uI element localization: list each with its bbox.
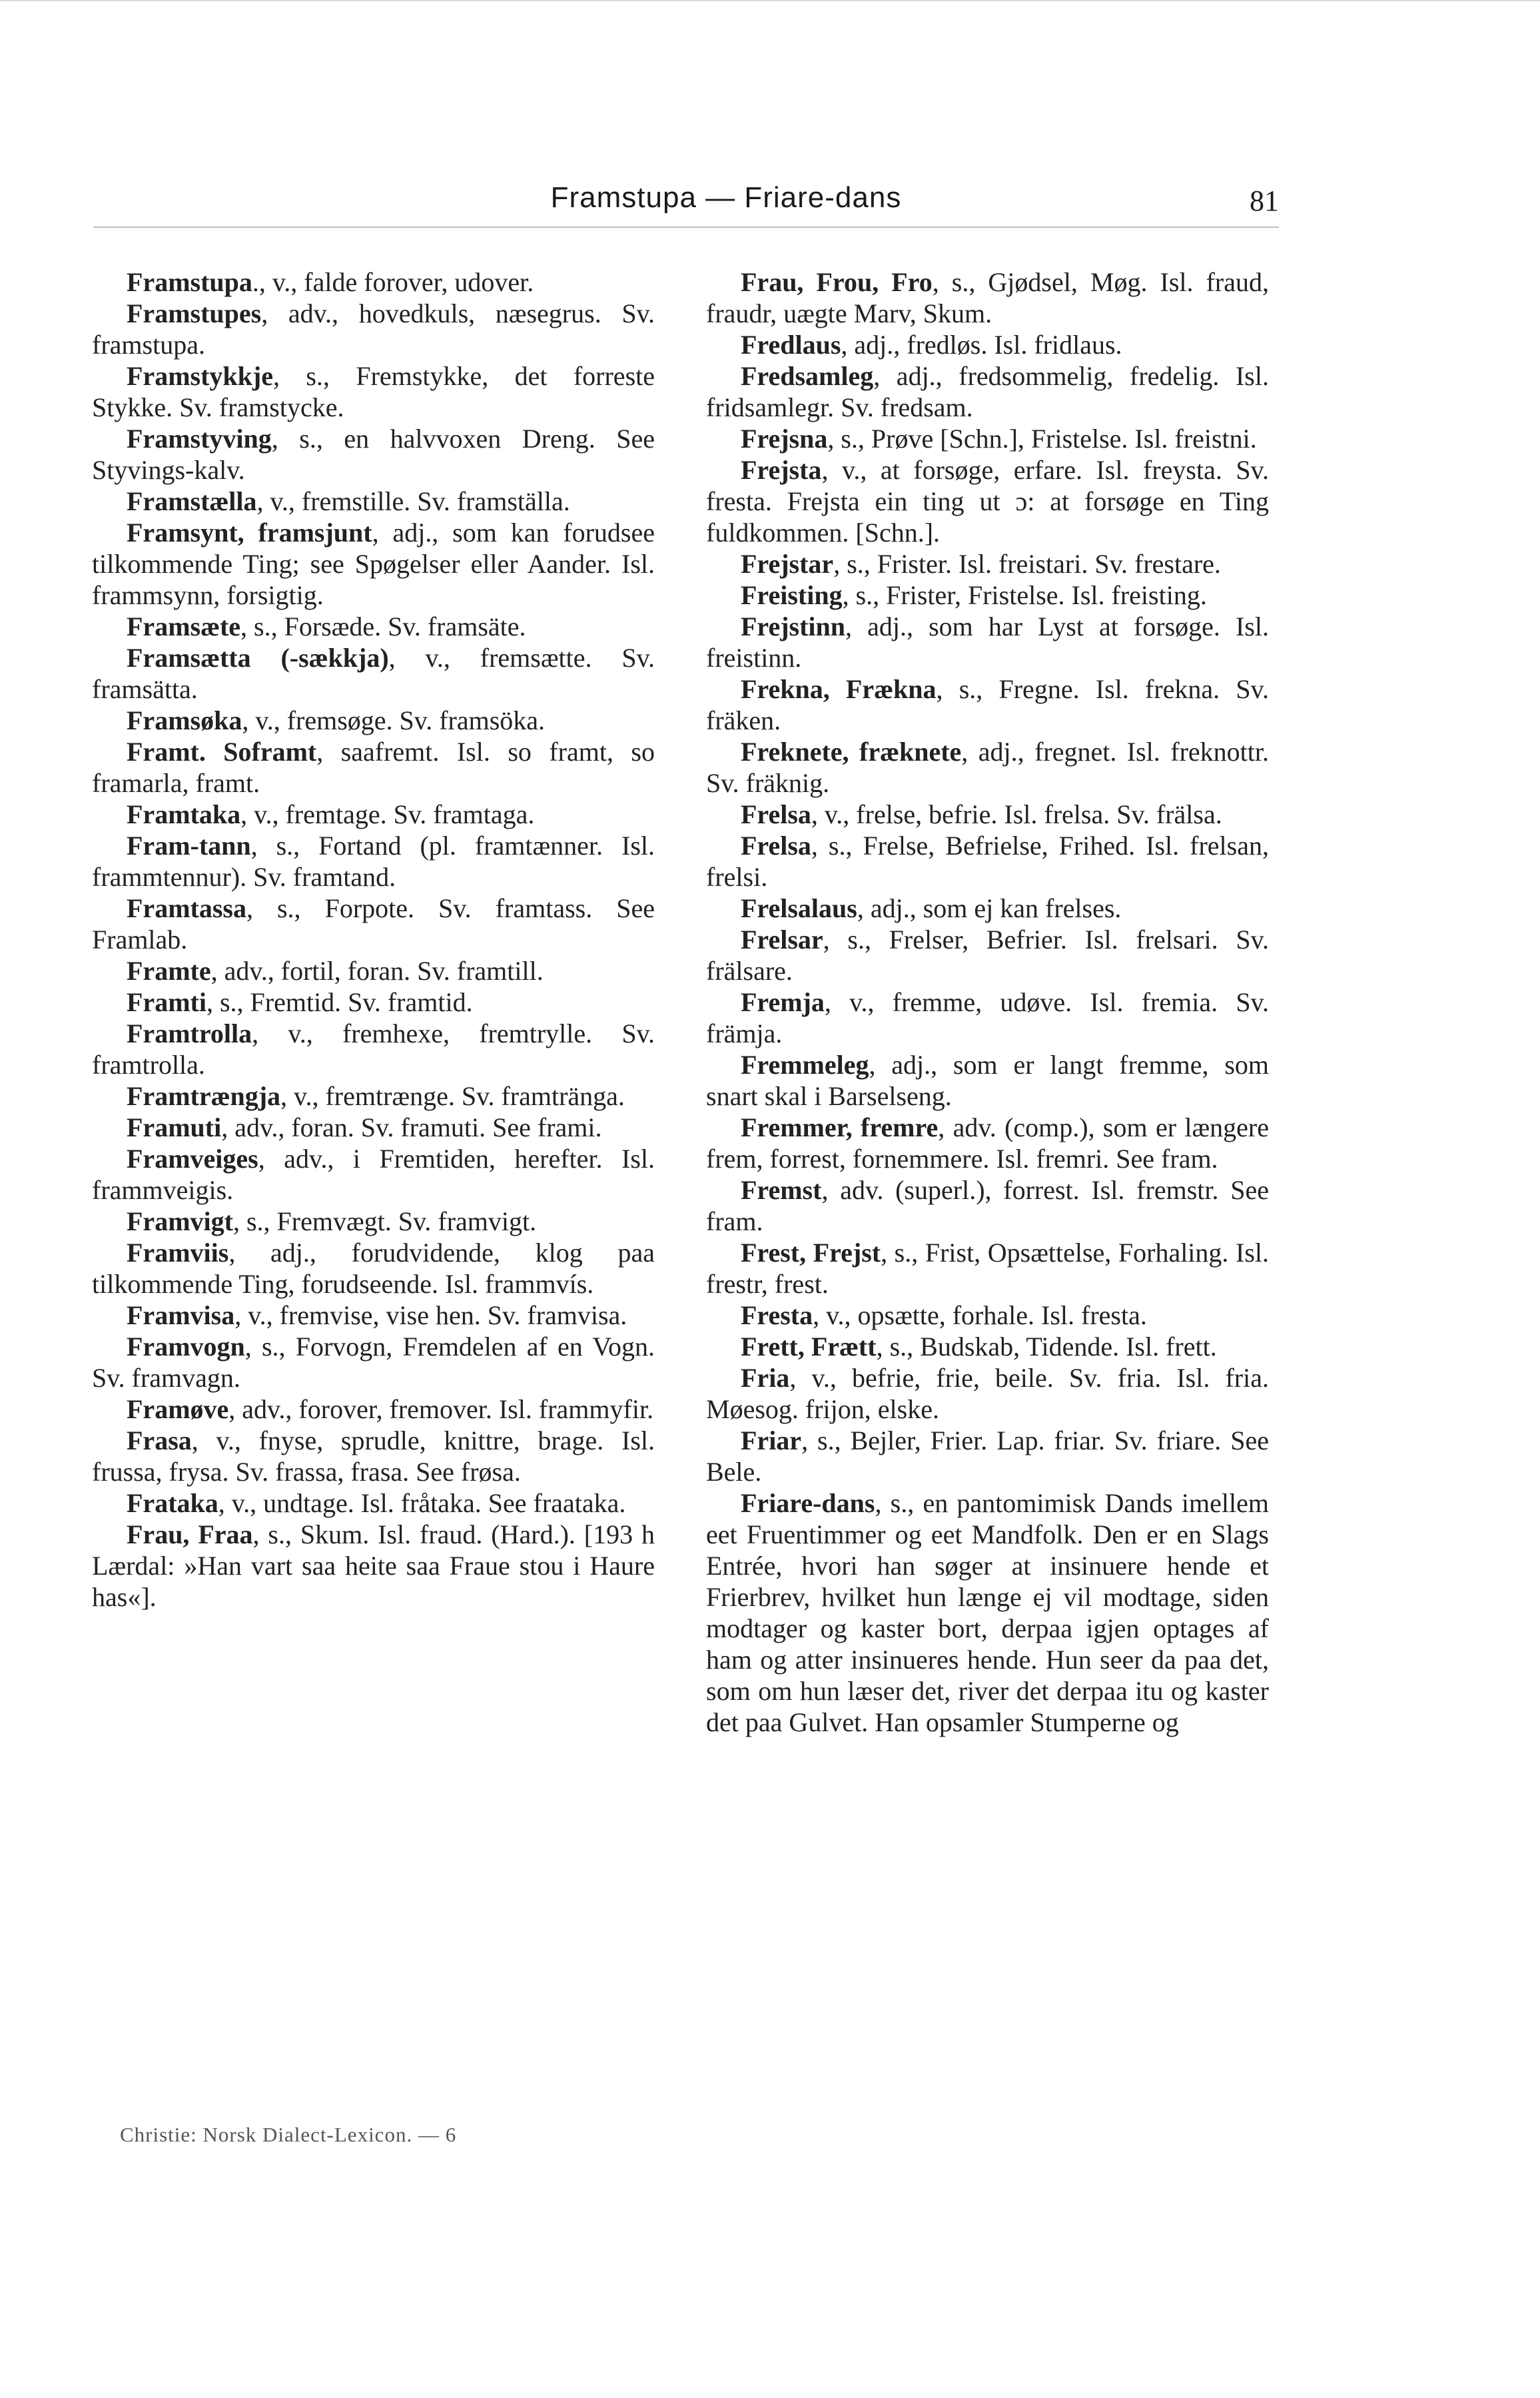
dictionary-entry: [706, 1237, 1269, 1300]
entry-definition: , s., en pantomimisk Dands imellem eet Fruentimmer og eet Mandfolk. Den er en Slags Entrée, hvori han søger at insinuere hende et Frierbrev, hvilket hun længe ej vil modtage, siden modtager og kaster bort, derpaa igjen optages af ham og atter insinueres hende. Hun seer da paa det, som om hun læser det, river det derpaa itu og kaster det paa Gulvet. Han opsamler Stumperne og: [706, 1488, 1269, 1737]
entry-definition: , s., Frelser, Befrier. Isl. frelsari. Sv. frälsare.: [706, 925, 1269, 986]
entry-headword: Frejsta: [741, 455, 822, 485]
entry-headword: Frejstinn: [741, 611, 846, 641]
entry-definition: , v., fremhexe, fremtrylle. Sv. framtrolla.: [92, 1018, 655, 1080]
dictionary-entry: [706, 673, 1269, 736]
entry-definition: , adv., hovedkuls, næsegrus. Sv. framstupa.: [92, 298, 655, 360]
entry-headword: Freisting: [741, 580, 843, 610]
entry-headword: Framøve: [127, 1394, 229, 1424]
entry-headword: Framsøka: [127, 705, 242, 735]
dictionary-entry: [706, 580, 1269, 611]
dictionary-entry: [92, 360, 655, 423]
entry-definition: , adv., foran. Sv. framuti. See frami.: [221, 1112, 602, 1142]
entry-headword: Frataka: [127, 1488, 218, 1518]
dictionary-entry: [706, 1331, 1269, 1362]
dictionary-entry: [706, 893, 1269, 924]
entry-definition: , v., at forsøge, erfare. Isl. freysta. Sv. fresta. Frejsta ein ting ut ɔ: at forsøge en Ting fuldkommen. [Schn.].: [706, 455, 1269, 548]
dictionary-entry: [92, 1206, 655, 1237]
entry-headword: Framstupa: [127, 267, 252, 297]
entry-headword: Frejsna: [741, 424, 828, 454]
entry-definition: , s., Prøve [Schn.], Fristelse. Isl. freistni.: [827, 424, 1257, 454]
entry-definition: , s., en halvvoxen Dreng. See Styvings-kalv.: [92, 424, 655, 485]
entry-headword: Fresta: [741, 1300, 813, 1330]
entry-definition: , v., fremsætte. Sv. framsätta.: [92, 643, 655, 704]
dictionary-entry: [92, 642, 655, 705]
dictionary-entry: [706, 611, 1269, 673]
entry-headword: Frekna, Frækna: [741, 674, 937, 704]
entry-headword: Fremja: [741, 987, 825, 1017]
entry-definition: , v., fremstille. Sv. framställa.: [256, 486, 570, 516]
entry-headword: Framviis: [127, 1238, 229, 1268]
entry-headword: Framsætta (-sækkja): [127, 643, 389, 673]
header-divider: [93, 226, 1279, 228]
entry-definition: , v., fremtrænge. Sv. framtränga.: [280, 1081, 625, 1111]
entry-headword: Framvisa: [127, 1300, 235, 1330]
left-column: [92, 266, 655, 1613]
dictionary-entry: [92, 1300, 655, 1331]
entry-headword: Framstykkje: [127, 361, 273, 391]
entry-definition: , adj., fregnet. Isl. freknottr. Sv. fräknig.: [706, 737, 1269, 798]
dictionary-entry: [92, 705, 655, 736]
entry-headword: Framstupes: [127, 298, 262, 328]
entry-definition: , s., Gjødsel, Møg. Isl. fraud, fraudr, uægte Marv, Skum.: [706, 267, 1269, 328]
entry-definition: , adj., forudvidende, klog paa tilkommende Ting, forudseende. Isl. frammvís.: [92, 1238, 655, 1299]
entry-headword: Framtrolla: [127, 1018, 252, 1048]
dictionary-entry: [706, 1174, 1269, 1237]
entry-definition: , adj., fredsommelig, fredelig. Isl. fridsamlegr. Sv. fredsam.: [706, 361, 1269, 422]
entry-headword: Frest, Frejst: [741, 1238, 881, 1268]
entry-definition: , adj., som har Lyst at forsøge. Isl. freistinn.: [706, 611, 1269, 673]
entry-definition: , adv. (comp.), som er længere frem, forrest, fornemmere. Isl. fremri. See fram.: [706, 1112, 1269, 1174]
entry-headword: Fredsamleg: [741, 361, 874, 391]
entry-headword: Frelsalaus: [741, 893, 857, 923]
entry-headword: Frau, Frou, Fro: [741, 267, 933, 297]
dictionary-entry: [92, 298, 655, 360]
entry-headword: Framtaka: [127, 799, 241, 829]
entry-headword: Framt. Soframt: [127, 737, 317, 767]
entry-headword: Framuti: [127, 1112, 222, 1142]
dictionary-entry: [92, 423, 655, 486]
dictionary-entry: [706, 1425, 1269, 1487]
entry-definition: , v., fnyse, sprudle, knittre, brage. Isl. frussa, frysa. Sv. frassa, frasa. See frøsa.: [92, 1425, 655, 1487]
dictionary-entry: [706, 454, 1269, 548]
entry-definition: , v., frelse, befrie. Isl. frelsa. Sv. frälsa.: [811, 799, 1222, 829]
dictionary-entry: [92, 1112, 655, 1143]
entry-definition: , v., fremme, udøve. Isl. fremia. Sv. främja.: [706, 987, 1269, 1048]
entry-definition: , v., fremsøge. Sv. framsöka.: [242, 705, 546, 735]
entry-headword: Freknete, fræknete: [741, 737, 962, 767]
entry-definition: , s., Budskab, Tidende. Isl. frett.: [876, 1332, 1217, 1362]
entry-headword: Framvogn: [127, 1332, 245, 1362]
right-column: [706, 266, 1269, 1738]
entry-headword: Fram-tann: [127, 831, 251, 861]
entry-definition: , s., Skum. Isl. fraud. (Hard.). [193 h Lærdal: »Han vart saa heite saa Fraue stou i Haure has«].: [92, 1519, 655, 1612]
entry-definition: , s., Frister. Isl. freistari. Sv. frestare.: [833, 549, 1221, 579]
dictionary-entry: [92, 486, 655, 517]
dictionary-entry: [706, 987, 1269, 1049]
running-header: Framstupa — Friare-dans: [550, 181, 902, 214]
entry-definition: , s., Forvogn, Fremdelen af en Vogn. Sv. framvagn.: [92, 1332, 655, 1393]
dictionary-entry: [706, 830, 1269, 893]
dictionary-entry: [92, 736, 655, 799]
entry-headword: Fremmeleg: [741, 1050, 869, 1080]
entry-headword: Frelsa: [741, 831, 811, 861]
dictionary-entry: [706, 1112, 1269, 1174]
entry-definition: , adv. (superl.), forrest. Isl. fremstr. See fram.: [706, 1175, 1269, 1236]
dictionary-entry: [706, 360, 1269, 423]
dictionary-entry: [706, 548, 1269, 580]
dictionary-entry: [92, 1143, 655, 1206]
entry-definition: , adv., fortil, foran. Sv. framtill.: [210, 956, 544, 986]
entry-headword: Framveiges: [127, 1144, 258, 1174]
dictionary-entry: [92, 1080, 655, 1112]
entry-headword: Framti: [127, 987, 206, 1017]
dictionary-entry: [92, 1394, 655, 1425]
entry-definition: , adj., som er langt fremme, som snart skal i Barselseng.: [706, 1050, 1269, 1111]
entry-definition: , s., Fortand (pl. framtænner. Isl. frammtennur). Sv. framtand.: [92, 831, 655, 892]
entry-headword: Frau, Fraa: [127, 1519, 253, 1549]
dictionary-entry: [92, 1018, 655, 1080]
dictionary-entry: [92, 1237, 655, 1300]
scan-top-edge: [0, 0, 1540, 1]
entry-headword: Frejstar: [741, 549, 834, 579]
dictionary-entry: [92, 611, 655, 642]
entry-definition: ., v., falde forover, udover.: [252, 267, 534, 297]
dictionary-entry: [92, 987, 655, 1018]
entry-definition: , s., Frister, Fristelse. Isl. freisting.: [842, 580, 1207, 610]
dictionary-entry: [706, 924, 1269, 987]
dictionary-entry: [92, 955, 655, 987]
entry-definition: , s., Frist, Opsættelse, Forhaling. Isl. frestr, frest.: [706, 1238, 1269, 1299]
dictionary-entry: [92, 1425, 655, 1487]
signature-footer: Christie: Norsk Dialect-Lexicon. — 6: [120, 2123, 457, 2146]
entry-definition: , adv., i Fremtiden, herefter. Isl. frammveigis.: [92, 1144, 655, 1205]
entry-definition: , s., Fregne. Isl. frekna. Sv. fräken.: [706, 674, 1270, 735]
entry-definition: , v., fremvise, vise hen. Sv. framvisa.: [234, 1300, 627, 1330]
entry-headword: Framsynt, framsjunt: [127, 518, 372, 548]
entry-headword: Friare-dans: [741, 1488, 875, 1518]
entry-headword: Frett, Frætt: [741, 1332, 877, 1362]
entry-headword: Frasa: [127, 1425, 192, 1455]
page-number: 81: [1250, 185, 1279, 217]
dictionary-entry: [706, 1487, 1269, 1738]
dictionary-entry: [92, 799, 655, 830]
entry-definition: , v., fremtage. Sv. framtaga.: [240, 799, 535, 829]
entry-definition: , adj., som kan forudsee tilkommende Ting; see Spøgelser eller Aander. Isl. frammsynn, forsigtig.: [92, 518, 655, 610]
entry-headword: Framstyving: [127, 424, 272, 454]
entry-headword: Frelsar: [741, 925, 823, 955]
entry-definition: , v., undtage. Isl. fråtaka. See fraataka.: [218, 1488, 626, 1518]
dictionary-entry: [706, 799, 1269, 830]
entry-headword: Fremst: [741, 1175, 822, 1205]
dictionary-entry: [92, 266, 655, 298]
entry-definition: , saafremt. Isl. so framt, so framarla, framt.: [92, 737, 655, 798]
entry-definition: , s., Frelse, Befrielse, Frihed. Isl. frelsan, frelsi.: [706, 831, 1269, 892]
dictionary-entry: [92, 1487, 655, 1519]
dictionary-entry: [706, 423, 1269, 454]
entry-definition: , s., Fremvægt. Sv. framvigt.: [232, 1206, 537, 1236]
entry-definition: , adj., som ej kan frelses.: [857, 893, 1122, 923]
entry-headword: Framte: [127, 956, 211, 986]
entry-headword: Frelsa: [741, 799, 811, 829]
entry-definition: , v., befrie, frie, beile. Sv. fria. Isl. fria. Møesog. frijon, elske.: [706, 1363, 1269, 1424]
entry-headword: Framsæte: [127, 611, 241, 641]
dictionary-entry: [706, 329, 1269, 360]
dictionary-entry: [92, 830, 655, 893]
entry-definition: , adv., forover, fremover. Isl. frammyfir.: [228, 1394, 654, 1424]
entry-definition: , s., Forsæde. Sv. framsäte.: [240, 611, 526, 641]
dictionary-entry: [92, 517, 655, 611]
entry-headword: Framtrængja: [127, 1081, 281, 1111]
dictionary-entry: [92, 1519, 655, 1613]
entry-definition: , s., Fremstykke, det forreste Stykke. Sv. framstycke.: [92, 361, 655, 422]
dictionary-entry: [706, 266, 1269, 329]
dictionary-entry: [706, 736, 1269, 799]
entry-definition: , s., Forpote. Sv. framtass. See Framlab.: [92, 893, 655, 955]
entry-headword: Framstælla: [127, 486, 257, 516]
entry-definition: , v., opsætte, forhale. Isl. fresta.: [813, 1300, 1147, 1330]
entry-headword: Framtassa: [127, 893, 246, 923]
dictionary-entry: [92, 1331, 655, 1394]
entry-headword: Fremmer, fremre: [741, 1112, 939, 1142]
entry-headword: Fria: [741, 1363, 790, 1393]
dictionary-entry: [706, 1300, 1269, 1331]
entry-headword: Fredlaus: [741, 330, 841, 360]
entry-definition: , s., Bejler, Frier. Lap. friar. Sv. friare. See Bele.: [706, 1425, 1269, 1487]
entry-headword: Framvigt: [127, 1206, 233, 1236]
entry-headword: Friar: [741, 1425, 802, 1455]
entry-definition: , s., Fremtid. Sv. framtid.: [206, 987, 473, 1017]
dictionary-entry: [706, 1049, 1269, 1112]
dictionary-entry: [706, 1362, 1269, 1425]
entry-definition: , adj., fredløs. Isl. fridlaus.: [841, 330, 1122, 360]
dictionary-entry: [92, 893, 655, 955]
